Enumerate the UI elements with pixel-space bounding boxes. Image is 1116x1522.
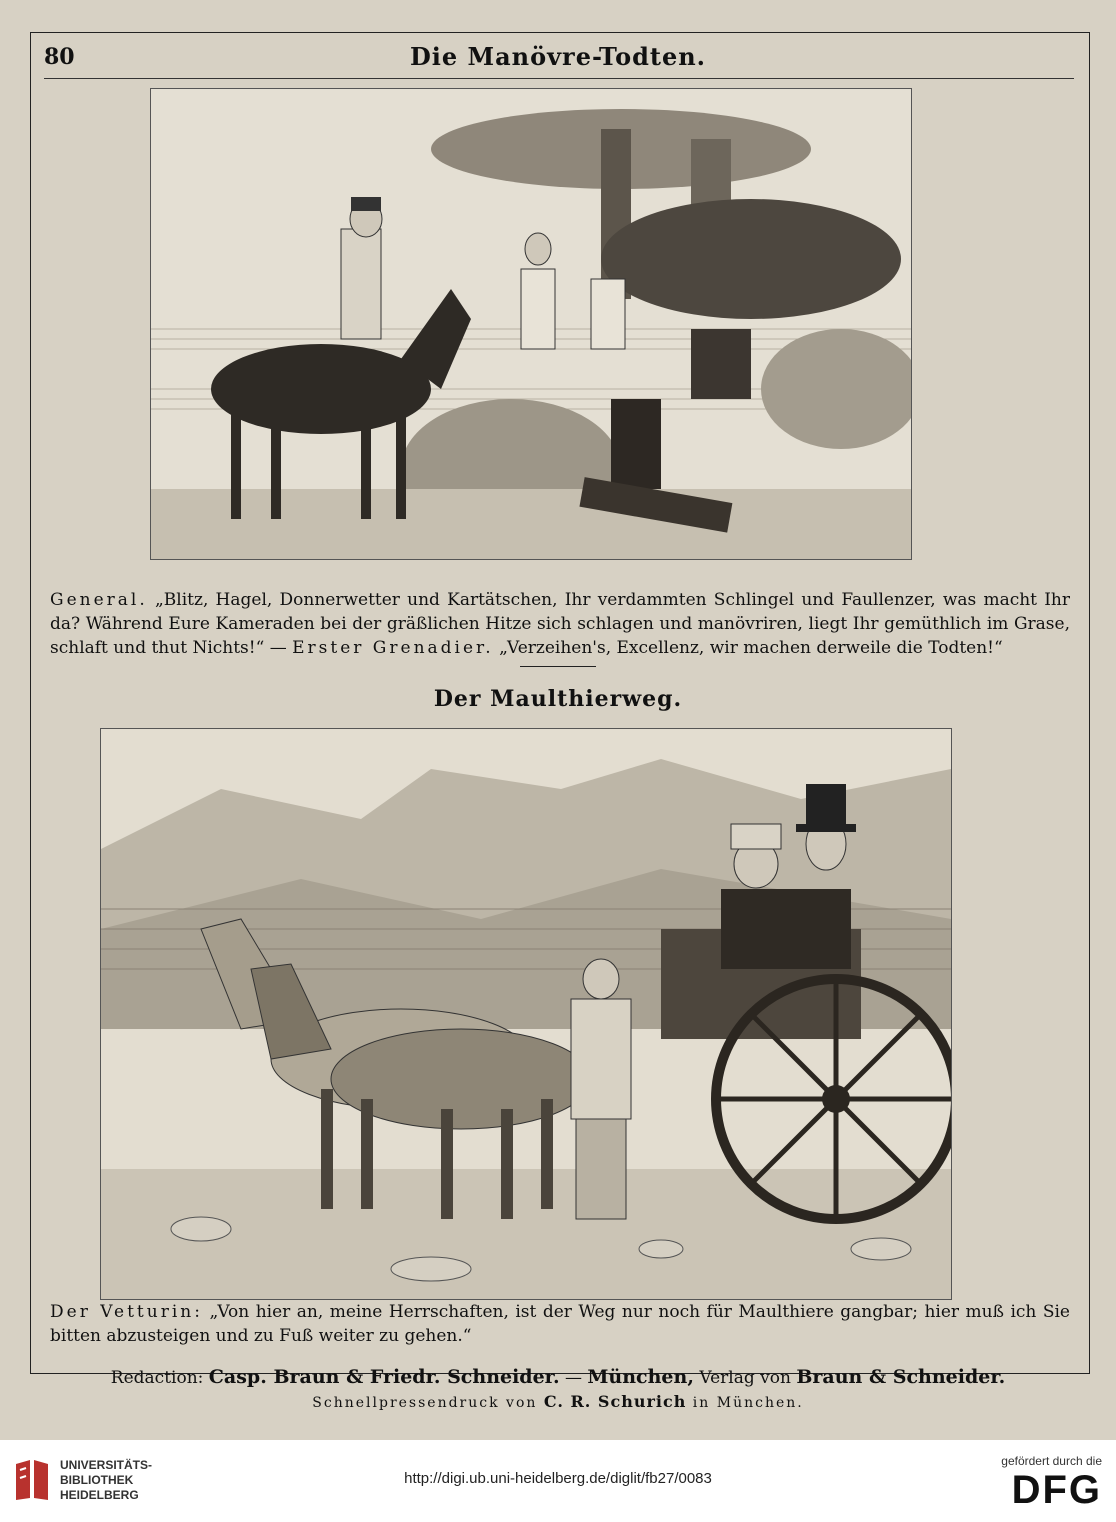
speaker-general: General. xyxy=(50,590,148,610)
manoeuvre-scene-illustration xyxy=(151,89,911,559)
library-line-2: BIBLIOTHEK xyxy=(60,1473,134,1487)
permalink-url[interactable]: http://digi.ub.uni-heidelberg.de/diglit/fb27/0083 xyxy=(404,1470,712,1487)
funding-caption: gefördert durch die xyxy=(1001,1454,1102,1468)
caption-text-grenadier: „Verzeihen's, Excellenz, wir machen derweile die Todten!“ xyxy=(499,638,1003,658)
imprint-redaction xyxy=(0,1366,1116,1388)
library-line-1: UNIVERSITÄTS- xyxy=(60,1458,153,1472)
imprint-printer-name: C. R. Schurich xyxy=(543,1392,687,1411)
speaker-vetturin: Der Vetturin: xyxy=(50,1302,203,1322)
dfg-logo: DFG xyxy=(1011,1468,1102,1512)
imprint-publisher: Braun & Schneider. xyxy=(796,1366,1006,1388)
imprint-redaction-label: Redaction: xyxy=(110,1368,204,1388)
imprint-printer xyxy=(0,1392,1116,1411)
imprint-dash: — xyxy=(564,1368,582,1388)
imprint-editors: Casp. Braun & Friedr. Schneider. xyxy=(208,1366,560,1388)
library-line-3: HEIDELBERG xyxy=(60,1488,139,1502)
headline-rule xyxy=(44,78,1074,79)
caption-text-general: „Blitz, Hagel, Donnerwetter und Kartätschen, Ihr verdammten Schlingel und Faullenzer, was macht Ihr da? Während Eure Kameraden bei der gräßlichen Hitze sich schlagen und manövriren, liegt Ihr gemüthlich im Grase, schlaft und thut Nichts!“ — xyxy=(50,590,1071,658)
section-divider xyxy=(520,666,596,667)
imprint-printer-city: in München. xyxy=(692,1395,804,1411)
manoeuvre-illustration xyxy=(150,88,912,560)
section-title: Der Maulthierweg. xyxy=(433,686,683,712)
caption-manoeuvre xyxy=(50,588,1070,660)
caption-text-vetturin: „Von hier an, meine Herrschaften, ist der Weg nur noch für Maulthiere gangbar; hier muß ich Sie bitten abzusteigen und zu Fuß weiter zu gehen.“ xyxy=(50,1302,1070,1346)
carriage-scene-illustration xyxy=(101,729,951,1299)
page-headline: Die Manövre-Todten. xyxy=(409,42,707,71)
page-number: 80 xyxy=(44,44,75,70)
imprint-printer-label: Schnellpressendruck von xyxy=(312,1395,538,1411)
carriage-illustration xyxy=(100,728,952,1300)
caption-carriage xyxy=(50,1300,1070,1348)
imprint-publisher-label: Verlag von xyxy=(699,1368,791,1388)
imprint-city: München, xyxy=(587,1366,694,1388)
speaker-grenadier: Erster Grenadier. xyxy=(292,638,494,658)
footer-bar xyxy=(0,1440,1116,1522)
